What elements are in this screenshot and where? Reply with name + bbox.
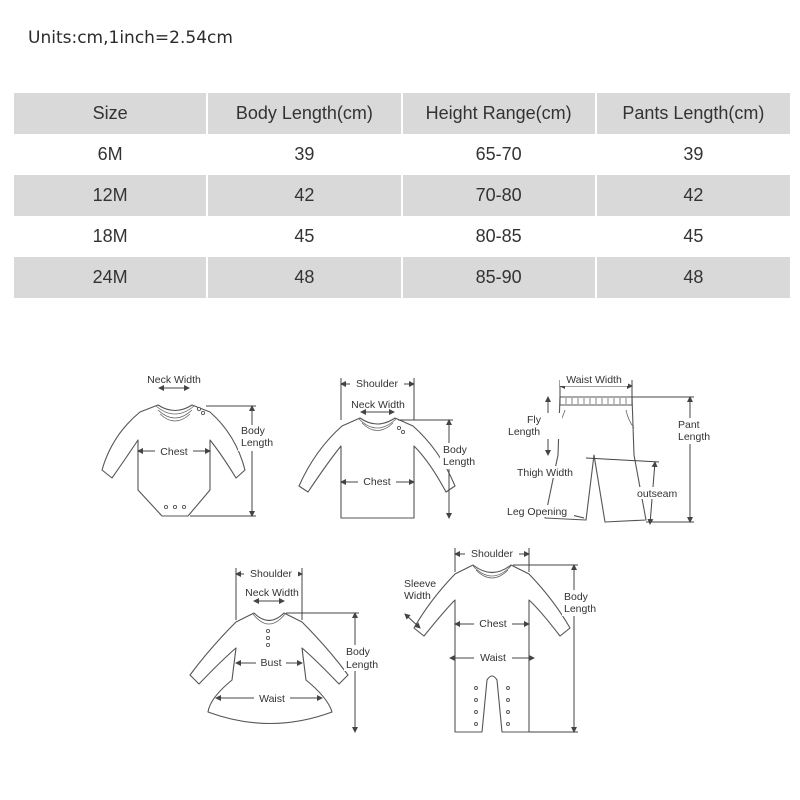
pants-fly-label: Fly <box>527 414 541 426</box>
romper-shape <box>414 565 570 732</box>
dress-neck-width-label: Neck Width <box>245 587 299 599</box>
top-diagram <box>299 378 480 518</box>
table-row <box>13 175 790 216</box>
top-length-label: Length <box>443 456 476 468</box>
cell-height-range: 65-70 <box>402 134 596 175</box>
romper-body-label: Body <box>564 591 588 603</box>
bodysuit-shape <box>102 405 245 516</box>
header-size: Size <box>13 93 207 134</box>
cell-body-length: 45 <box>207 216 401 257</box>
header-height-range: Height Range(cm) <box>402 93 596 134</box>
cell-body-length: 39 <box>207 134 401 175</box>
bodysuit-body-label: Body <box>241 425 265 437</box>
table-row <box>13 134 790 175</box>
pants-outseam-label: outseam <box>637 488 678 500</box>
romper-sleeve-width-label: Width <box>404 590 431 602</box>
pants-diagram <box>506 374 718 524</box>
cell-size: 6M <box>13 134 207 175</box>
cell-height-range: 85-90 <box>402 257 596 298</box>
top-neck-width-label: Neck Width <box>351 399 405 411</box>
table-row <box>13 257 790 298</box>
pants-thigh-width-label: Thigh Width <box>517 467 574 479</box>
cell-size: 24M <box>13 257 207 298</box>
romper-sleeve-label: Sleeve <box>404 578 437 590</box>
cell-pants-length: 48 <box>596 257 790 298</box>
cell-body-length: 42 <box>207 175 401 216</box>
romper-diagram <box>404 548 602 732</box>
bodysuit-neck-width-label: Neck Width <box>147 374 201 386</box>
pants-fly-length-label: Length <box>508 426 541 438</box>
dress-length-label: Length <box>346 659 379 671</box>
cell-body-length: 48 <box>207 257 401 298</box>
cell-height-range: 80-85 <box>402 216 596 257</box>
bodysuit-chest-label: Chest <box>160 446 188 458</box>
bodysuit-length-label: Length <box>241 437 274 449</box>
header-pants-length: Pants Length(cm) <box>596 93 790 134</box>
top-chest-label: Chest <box>363 476 391 488</box>
cell-size: 18M <box>13 216 207 257</box>
cell-pants-length: 42 <box>596 175 790 216</box>
cell-height-range: 70-80 <box>402 175 596 216</box>
romper-length-label: Length <box>564 603 597 615</box>
cell-pants-length: 39 <box>596 134 790 175</box>
cell-size: 12M <box>13 175 207 216</box>
pants-leg-opening-label: Leg Opening <box>507 506 568 518</box>
dress-bust-label: Bust <box>260 657 282 669</box>
bodysuit-diagram <box>102 374 274 516</box>
pants-pant-label: Pant <box>678 419 700 431</box>
top-shoulder-label: Shoulder <box>355 378 399 390</box>
measurement-diagrams <box>0 340 800 800</box>
units-note: Units:cm,1inch=2.54cm <box>28 28 233 48</box>
table-header-row <box>13 93 790 134</box>
romper-waist-label: Waist <box>480 652 506 664</box>
header-body-length: Body Length(cm) <box>207 93 401 134</box>
pants-pant-length-label: Length <box>678 431 711 443</box>
dress-diagram <box>190 568 384 732</box>
romper-shoulder-label: Shoulder <box>470 548 514 560</box>
pants-waist-width-label: Waist Width <box>566 374 622 386</box>
romper-chest-label: Chest <box>479 618 507 630</box>
size-chart-table <box>12 93 790 298</box>
dress-waist-label: Waist <box>259 693 285 705</box>
top-body-label: Body <box>443 444 467 456</box>
cell-pants-length: 45 <box>596 216 790 257</box>
table-row <box>13 216 790 257</box>
dress-shoulder-label: Shoulder <box>249 568 293 580</box>
dress-body-label: Body <box>346 646 370 658</box>
top-shape <box>299 418 455 518</box>
